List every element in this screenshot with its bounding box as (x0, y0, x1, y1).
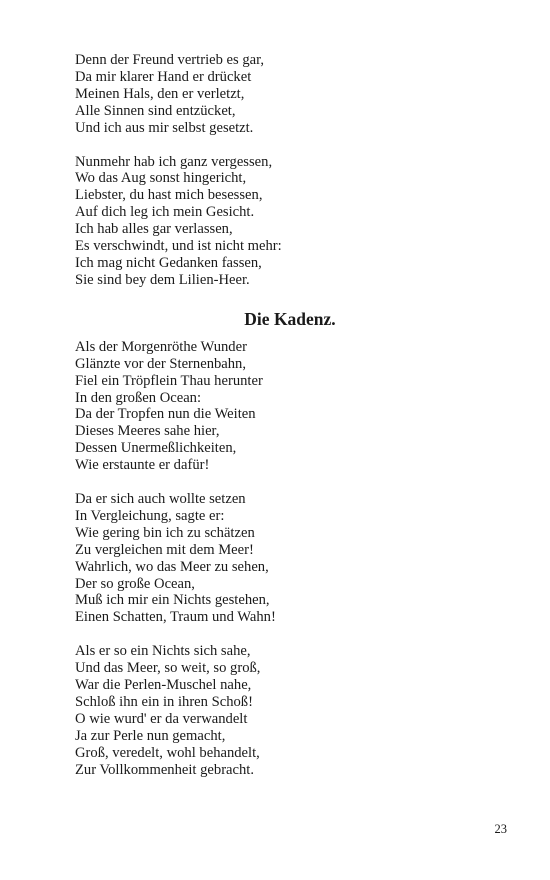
verse-line: Wie gering bin ich zu schätzen (75, 524, 255, 541)
verse-line: Auf dich leg ich mein Gesicht. (75, 204, 255, 221)
verse-line: Da er sich auch wollte setzen (75, 491, 246, 508)
verse-line: Ich hab alles gar verlassen, (75, 221, 233, 238)
verse-line: Da mir klarer Hand er drücket (75, 68, 252, 85)
verse-line: War die Perlen-Muschel nahe, (75, 677, 252, 694)
verse-line: Wie erstaunte er dafür! (75, 457, 210, 474)
poem-title: Die Kadenz. (244, 308, 336, 329)
verse-line: Glänzte vor der Sternenbahn, (75, 355, 247, 372)
verse-line: Nunmehr hab ich ganz vergessen, (75, 153, 273, 170)
verse-line: Da der Tropfen nun die Weiten (75, 406, 256, 423)
verse-line: Es verschwindt, und ist nicht mehr: (75, 238, 282, 255)
stanza (75, 52, 495, 137)
verse-line: Ja zur Perle nun gemacht, (75, 727, 226, 744)
verse-line: Dessen Unermeßlichkeiten, (75, 440, 237, 457)
verse-line: Zur Vollkommenheit gebracht. (75, 761, 255, 778)
verse-line: Als der Morgenröthe Wunder (75, 338, 247, 355)
verse-line: In Vergleichung, sagte er: (75, 507, 225, 524)
verse-line: Fiel ein Tröpflein Thau herunter (75, 372, 263, 389)
stanza (75, 643, 495, 778)
verse-line: Der so große Ocean, (75, 575, 195, 592)
verse-line: Wahrlich, wo das Meer zu sehen, (75, 558, 269, 575)
stanza-gap (75, 137, 495, 154)
verse-line: Als er so ein Nichts sich sahe, (75, 643, 251, 660)
verse-line: Liebster, du hast mich besessen, (75, 187, 263, 204)
stanza-gap (75, 626, 495, 643)
verse-line: In den großen Ocean: (75, 389, 202, 406)
verse-line: Wo das Aug sonst hingericht, (75, 170, 247, 187)
page-number: 23 (494, 822, 507, 836)
verse-line: Meinen Hals, den er verletzt, (75, 85, 245, 102)
verse-line: Alle Sinnen sind entzücket, (75, 102, 236, 119)
verse-line: Denn der Freund vertrieb es gar, (75, 52, 265, 68)
verse-line: Einen Schatten, Traum und Wahn! (75, 609, 276, 626)
stanza (75, 154, 495, 289)
verse-line: Zu vergleichen mit dem Meer! (75, 541, 254, 558)
verse-line: Und ich aus mir selbst gesetzt. (75, 119, 254, 136)
verse-line: Ich mag nicht Gedanken fassen, (75, 254, 262, 271)
stanza (75, 491, 495, 626)
verse-line: O wie wurd' er da verwandelt (75, 710, 248, 727)
verse-line: Dieses Meeres sahe hier, (75, 423, 220, 440)
verse-line: Muß ich mir ein Nichts gestehen, (75, 592, 270, 609)
stanza (75, 339, 495, 474)
stanza-gap (75, 474, 495, 491)
verse-line: Sie sind bey dem Lilien-Heer. (75, 271, 250, 288)
verse-line: Groß, veredelt, wohl behandelt, (75, 744, 260, 761)
verse-line: Schloß ihn ein in ihren Schoß! (75, 694, 253, 710)
verse-line: Und das Meer, so weit, so groß, (75, 660, 261, 677)
page-body (75, 52, 495, 779)
